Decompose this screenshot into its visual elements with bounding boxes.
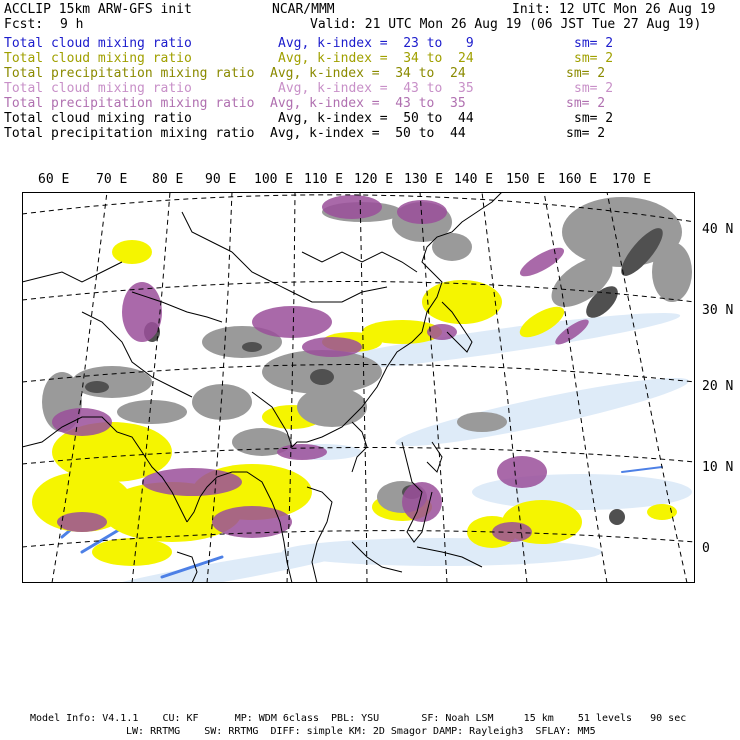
field-name: Total precipitation mixing ratio — [4, 96, 255, 111]
lon-label: 90 E — [205, 172, 237, 187]
lat-label: 40 N — [702, 222, 734, 237]
field-avg: Avg, k-index = 50 to 44 — [278, 111, 474, 126]
map-title: ACCLIP 15km ARW-GFS init — [4, 2, 192, 17]
lat-label: 10 N — [702, 460, 734, 475]
lon-label: 60 E — [38, 172, 70, 187]
field-sm: sm= 2 — [566, 66, 606, 81]
field-name: Total cloud mixing ratio — [4, 51, 192, 66]
field-sm: sm= 2 — [574, 51, 614, 66]
lon-label: 140 E — [454, 172, 494, 187]
fcst-value: 9 h — [60, 17, 84, 32]
lat-label: 30 N — [702, 303, 734, 318]
field-name: Total precipitation mixing ratio — [4, 66, 255, 81]
field-avg: Avg, k-index = 43 to 35 — [270, 96, 466, 111]
lon-label: 80 E — [152, 172, 184, 187]
field-avg: Avg, k-index = 50 to 44 — [270, 126, 466, 141]
lat-label: 20 N — [702, 379, 734, 394]
fcst-label: Fcst: — [4, 17, 44, 32]
field-sm: sm= 2 — [574, 36, 614, 51]
center-label: NCAR/MMM — [272, 2, 335, 17]
lon-label: 120 E — [354, 172, 394, 187]
model-info-line2: LW: RRTMG SW: RRTMG DIFF: simple KM: 2D Smagor DAMP: Rayleigh3 SFLAY: MM5 — [126, 726, 596, 737]
init-time: Init: 12 UTC Mon 26 Aug 19 — [512, 2, 716, 17]
lon-label: 130 E — [404, 172, 444, 187]
field-name: Total precipitation mixing ratio — [4, 126, 255, 141]
model-info-line1: Model Info: V4.1.1 CU: KF MP: WDM 6class PBL: YSU SF: Noah LSM 15 km 51 levels 90 sec — [30, 713, 687, 724]
lon-label: 110 E — [304, 172, 344, 187]
valid-time: Valid: 21 UTC Mon 26 Aug 19 (06 JST Tue 27 Aug 19) — [310, 17, 702, 32]
field-avg: Avg, k-index = 43 to 35 — [278, 81, 474, 96]
forecast-map — [22, 192, 695, 583]
field-name: Total cloud mixing ratio — [4, 111, 192, 126]
field-sm: sm= 2 — [574, 111, 614, 126]
field-name: Total cloud mixing ratio — [4, 81, 192, 96]
field-sm: sm= 2 — [566, 126, 606, 141]
field-avg: Avg, k-index = 34 to 24 — [278, 51, 474, 66]
lon-label: 100 E — [254, 172, 294, 187]
lat-label: 0 — [702, 541, 710, 556]
field-avg: Avg, k-index = 34 to 24 — [270, 66, 466, 81]
lon-label: 170 E — [612, 172, 652, 187]
lon-label: 70 E — [96, 172, 128, 187]
field-name: Total cloud mixing ratio — [4, 36, 192, 51]
lon-label: 150 E — [506, 172, 546, 187]
field-sm: sm= 2 — [566, 96, 606, 111]
lon-label: 160 E — [558, 172, 598, 187]
field-avg: Avg, k-index = 23 to 9 — [278, 36, 474, 51]
field-sm: sm= 2 — [574, 81, 614, 96]
